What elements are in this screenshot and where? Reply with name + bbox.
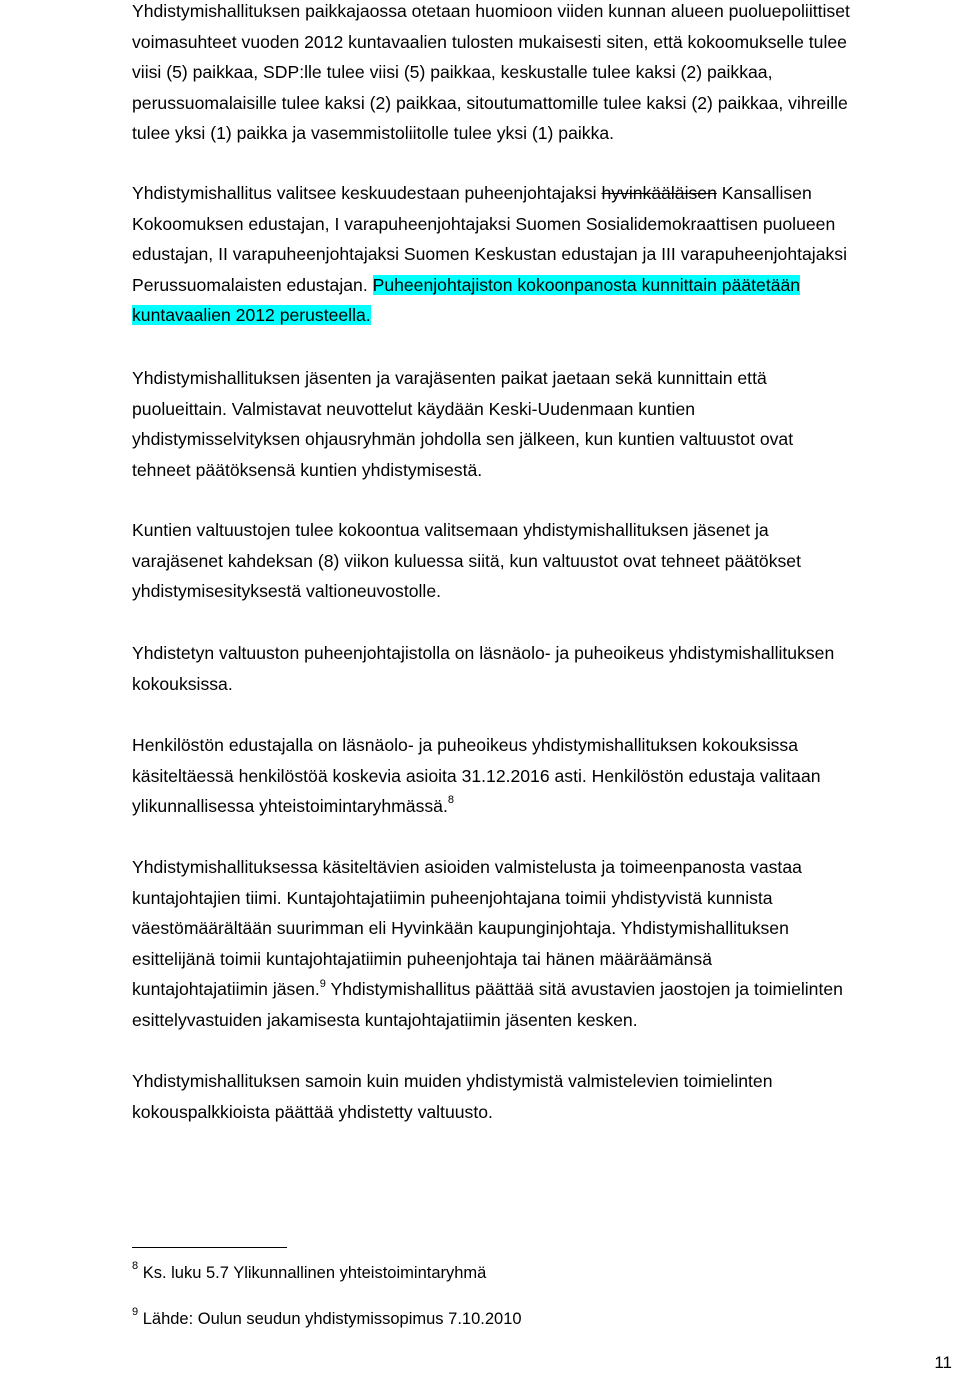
text-line: kokouspalkkioista päättää yhdistetty valtuusto. xyxy=(132,1101,493,1122)
text-line: varajäsenet kahdeksan (8) viikon kuluessa siitä, kun valtuustot ovat tehneet päätökset xyxy=(132,550,801,571)
footnote-text: Ks. luku 5.7 Ylikunnallinen yhteistoimintaryhmä xyxy=(142,1264,487,1282)
text-line: esittelijänä toimii kuntajohtajatiimin puheenjohtaja tai hänen määräämänsä xyxy=(132,948,712,969)
text-line: Yhdistymishallituksen samoin kuin muiden yhdistymistä valmistelevien toimielinten xyxy=(132,1071,773,1091)
text-line: Yhdistymishallituksen paikkajaossa otetaan huomioon viiden kunnan alueen puoluepoliittiset xyxy=(132,1,850,21)
text-segment: kuntajohtajatiimin jäsen. xyxy=(132,979,320,1000)
highlighted-text: kuntavaalien 2012 perusteella. xyxy=(132,305,371,326)
footnote-9 xyxy=(132,1305,522,1329)
text-line: edustajan, II varapuheenjohtajaksi Suomen Keskustan edustajan ja III varapuheenjohtajaksi xyxy=(132,244,847,265)
text-segment: Yhdistymishallitus päättää sitä avustavien jaostojen ja toimielinten xyxy=(325,979,843,1000)
text-line xyxy=(132,974,952,1005)
text-line xyxy=(132,300,952,331)
text-line: yhdistymisselvityksen ohjausryhmän johdolla sen jälkeen, kun kuntien valtuustot ovat xyxy=(132,429,794,450)
paragraph-seat-allocation xyxy=(132,0,952,149)
footnote-reference[interactable]: 8 xyxy=(447,794,454,807)
text-segment: Kansallisen xyxy=(716,183,812,203)
footnote-reference[interactable]: 9 xyxy=(319,977,326,990)
text-line xyxy=(132,791,952,822)
text-line: Kuntien valtuustojen tulee kokoontua valitsemaan yhdistymishallituksen jäsenet ja xyxy=(132,520,769,540)
paragraph-council-presidium xyxy=(132,638,952,699)
text-line: Henkilöstön edustajalla on läsnäolo- ja puheoikeus yhdistymishallituksen kokouksissa xyxy=(132,735,799,755)
struck-through-text: hyvinkääläisen xyxy=(601,183,717,203)
footnote-text: Lähde: Oulun seudun yhdistymissopimus 7.10.2010 xyxy=(142,1310,522,1328)
footnote-8 xyxy=(132,1259,487,1283)
text-line: esittelyvastuiden jakamisesta kuntajohtajatiimin jäsenten kesken. xyxy=(132,1009,638,1030)
text-line: Yhdistymishallituksessa käsiteltävien asioiden valmistelusta ja toimeenpanosta vastaa xyxy=(132,857,802,877)
text-line: yhdistymisesityksestä valtioneuvostolle. xyxy=(132,581,441,602)
footnote-number: 9 xyxy=(132,1305,139,1318)
paragraph-member-allocation xyxy=(132,363,952,485)
text-line: käsiteltäessä henkilöstöä koskevia asioita 31.12.2016 asti. Henkilöstön edustaja valitaan xyxy=(132,765,821,786)
text-line: Yhdistymishallituksen jäsenten ja varajäsenten paikat jaetaan sekä kunnittain että xyxy=(132,368,767,388)
paragraph-council-meeting xyxy=(132,515,952,607)
paragraph-meeting-fees xyxy=(132,1066,952,1127)
footnote-divider xyxy=(132,1247,287,1248)
highlighted-text: Puheenjohtajiston kokoonpanosta kunnittain päätetään xyxy=(372,274,801,295)
text-line: viisi (5) paikkaa, SDP:lle tulee viisi (5) paikkaa, keskustalle tulee kaksi (2) paikkaa, xyxy=(132,62,773,83)
text-segment: Perussuomalaisten edustajan. xyxy=(132,274,373,295)
text-line: voimasuhteet vuoden 2012 kuntavaalien tulosten mukaisesti siten, että kokoomukselle tulee xyxy=(132,31,847,52)
text-line xyxy=(132,270,952,301)
text-segment: ylikunnallisessa yhteistoimintaryhmässä. xyxy=(132,796,448,817)
text-line: puolueittain. Valmistavat neuvottelut käydään Keski-Uudenmaan kuntien xyxy=(132,398,696,419)
text-line: perussuomalaisille tulee kaksi (2) paikkaa, sitoutumattomille tulee kaksi (2) paikkaa, vihreille xyxy=(132,92,848,113)
paragraph-managers-team xyxy=(132,852,952,1036)
text-line: Kokoomuksen edustajan, I varapuheenjohtajaksi Suomen Sosialidemokraattisen puolueen xyxy=(132,213,836,234)
paragraph-chairperson-election xyxy=(132,178,952,331)
text-segment: Yhdistymishallitus valitsee keskuudestaan puheenjohtajaksi xyxy=(132,183,602,203)
text-line: Yhdistetyn valtuuston puheenjohtajistolla on läsnäolo- ja puheoikeus yhdistymishallituksen xyxy=(132,643,835,663)
text-line: tulee yksi (1) paikka ja vasemmistoliitolle tulee yksi (1) paikka. xyxy=(132,123,615,144)
text-line: väestömäärältään suurimman eli Hyvinkään kaupunginjohtaja. Yhdistymishallituksen xyxy=(132,918,789,939)
text-line: kokouksissa. xyxy=(132,673,233,694)
page-number: 11 xyxy=(934,1353,952,1372)
text-line xyxy=(132,178,952,209)
text-line: tehneet päätöksensä kuntien yhdistymisestä. xyxy=(132,459,483,480)
text-line: kuntajohtajien tiimi. Kuntajohtajatiimin puheenjohtajana toimii yhdistyvistä kunnista xyxy=(132,887,773,908)
paragraph-staff-representative xyxy=(132,730,952,822)
footnote-number: 8 xyxy=(132,1259,139,1272)
